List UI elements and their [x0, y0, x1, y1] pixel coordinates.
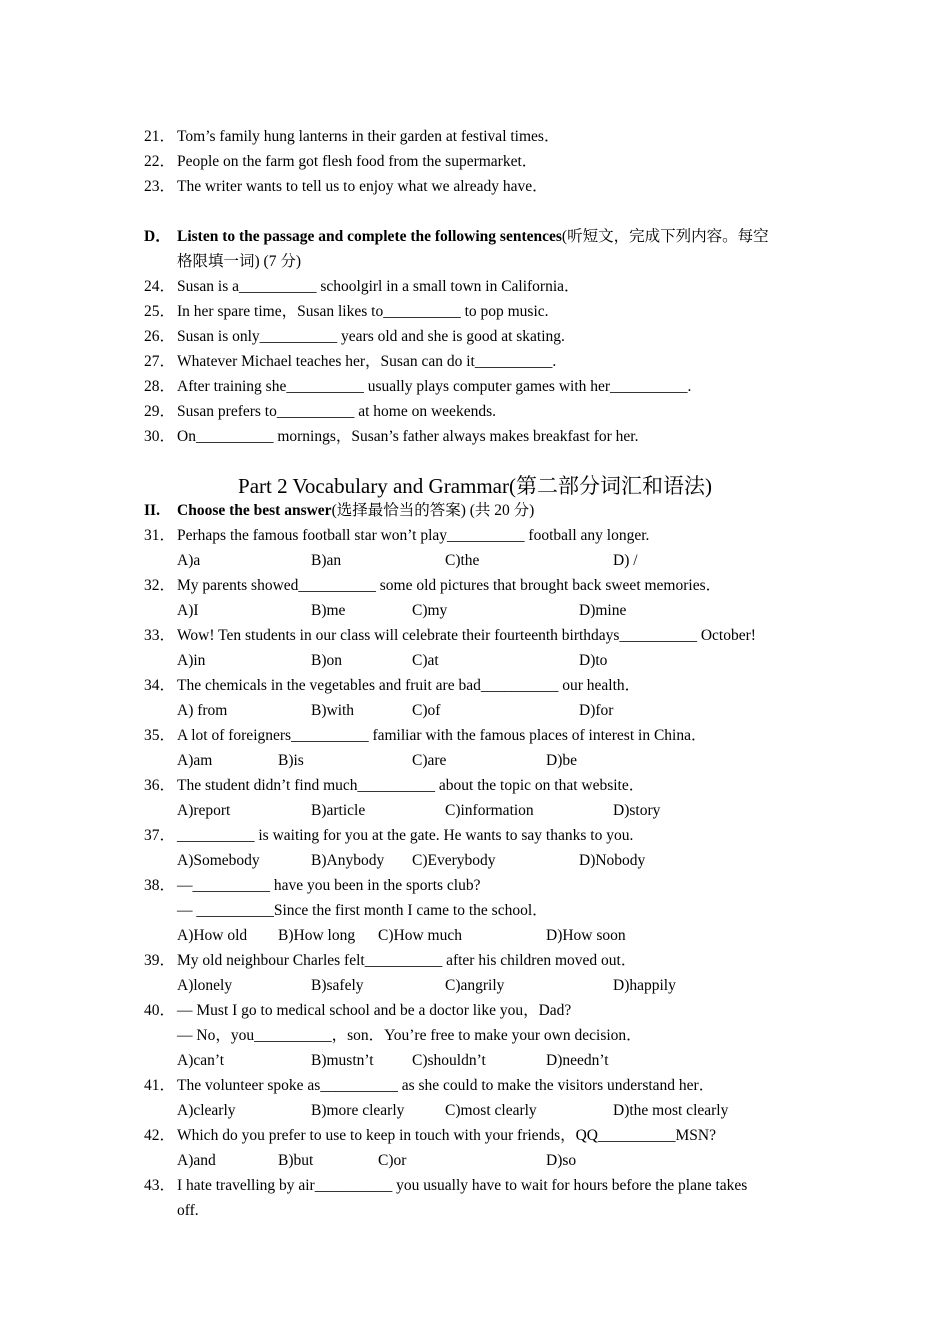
option-d[interactable]: D)so [546, 1152, 577, 1169]
option-a[interactable]: A)clearly [177, 1102, 236, 1119]
question-38: 38． —__________ have you been in the sports club? [144, 877, 481, 894]
question-24: 24． Susan is a__________ schoolgirl in a small town in California． [144, 278, 580, 295]
question-43-line2: off. [177, 1202, 199, 1219]
option-b[interactable]: B)me [311, 602, 346, 619]
question-43: 43． I hate travelling by air__________ you usually have to wait for hours before the plane takes [144, 1177, 748, 1194]
question-38-line2: — __________Since the first month I came to the school． [177, 902, 548, 919]
option-c[interactable]: C)most clearly [445, 1102, 537, 1119]
option-b[interactable]: B)article [311, 802, 366, 819]
option-d[interactable]: D)to [579, 652, 608, 669]
question-34: 34． The chemicals in the vegetables and fruit are bad__________ our health． [144, 677, 641, 694]
question-31: 31． Perhaps the famous football star won’t play__________ football any longer. [144, 527, 650, 544]
option-d[interactable]: D)How soon [546, 927, 626, 944]
question-39: 39． My old neighbour Charles felt__________ after his children moved out． [144, 952, 637, 969]
question-35: 35． A lot of foreigners__________ familiar with the famous places of interest in China． [144, 727, 707, 744]
question-28: 28． After training she__________ usually plays computer games with her__________. [144, 378, 692, 395]
option-c[interactable]: C)shouldn’t [412, 1052, 486, 1069]
question-30: 30． On__________ mornings，Susan’s father always makes breakfast for her. [144, 428, 639, 445]
option-a[interactable]: A)I [177, 602, 199, 619]
question-42: 42． Which do you prefer to use to keep in touch with your friends，QQ__________MSN? [144, 1127, 716, 1144]
option-c[interactable]: C)are [412, 752, 447, 769]
option-c[interactable]: C)at [412, 652, 439, 669]
option-b[interactable]: B)mustn’t [311, 1052, 374, 1069]
option-b[interactable]: B)with [311, 702, 355, 719]
option-a[interactable]: A)Somebody [177, 852, 260, 869]
option-a[interactable]: A)a [177, 552, 201, 569]
question-26: 26． Susan is only__________ years old and she is good at skating. [144, 328, 565, 345]
option-a[interactable]: A)can’t [177, 1052, 225, 1069]
option-c[interactable]: C)or [378, 1152, 407, 1169]
section-d-heading: D． Listen to the passage and complete the following sentences(听短文，完成下列内容。每空 [144, 228, 769, 245]
options-32 [177, 601, 817, 621]
option-b[interactable]: B)Anybody [311, 852, 385, 869]
option-c[interactable]: C)information [445, 802, 534, 819]
option-a[interactable]: A)lonely [177, 977, 233, 994]
question-text: People on the farm got flesh food from the supermarket． [177, 153, 538, 170]
question-22: 22． People on the farm got flesh food from the supermarket． [144, 153, 538, 170]
question-33: 33． Wow! Ten students in our class will celebrate their fourteenth birthdays__________ October! [144, 627, 756, 644]
option-a[interactable]: A)and [177, 1152, 216, 1169]
question-41: 41． The volunteer spoke as__________ as she could to make the visitors understand her． [144, 1077, 715, 1094]
options-37 [177, 851, 817, 871]
option-b[interactable]: B)but [278, 1152, 314, 1169]
option-d[interactable]: D)for [579, 702, 614, 719]
option-c[interactable]: C)How much [378, 927, 462, 944]
question-text: Tom’s family hung lanterns in their garden at festival times． [177, 128, 560, 145]
question-23: 23． The writer wants to tell us to enjoy what we already have． [144, 178, 548, 195]
section-ii-heading: II. Choose the best answer(选择最恰当的答案) (共 20 分) [144, 502, 535, 519]
option-c[interactable]: C)my [412, 602, 448, 619]
option-a[interactable]: A)report [177, 802, 231, 819]
options-33 [177, 651, 817, 671]
question-40: 40． — Must I go to medical school and be a doctor like you，Dad? [144, 1002, 572, 1019]
options-42 [177, 1151, 817, 1171]
options-39 [177, 976, 817, 996]
options-41 [177, 1101, 817, 1121]
option-b[interactable]: B)more clearly [311, 1102, 405, 1119]
question-37: 37． __________ is waiting for you at the gate. He wants to say thanks to you. [144, 827, 634, 844]
option-d[interactable]: D) / [613, 552, 638, 569]
option-d[interactable]: D)be [546, 752, 577, 769]
option-d[interactable]: D)happily [613, 977, 676, 994]
question-27: 27． Whatever Michael teaches her，Susan can do it__________. [144, 353, 557, 370]
option-a[interactable]: A)in [177, 652, 206, 669]
options-34 [177, 701, 817, 721]
question-36: 36． The student didn’t find much__________ about the topic on that website． [144, 777, 645, 794]
options-31 [177, 551, 817, 571]
option-a[interactable]: A)am [177, 752, 213, 769]
options-36 [177, 801, 817, 821]
part2-title: Part 2 Vocabulary and Grammar(第二部分词汇和语法) [238, 474, 712, 498]
options-40 [177, 1051, 817, 1071]
option-d[interactable]: D)story [613, 802, 661, 819]
option-b[interactable]: B)on [311, 652, 342, 669]
option-b[interactable]: B)an [311, 552, 342, 569]
option-c[interactable]: C)angrily [445, 977, 505, 994]
option-c[interactable]: C)of [412, 702, 441, 719]
options-38 [177, 926, 817, 946]
question-21: 21． Tom’s family hung lanterns in their garden at festival times． [144, 128, 560, 145]
option-b[interactable]: B)How long [278, 927, 356, 944]
option-d[interactable]: D)mine [579, 602, 627, 619]
question-32: 32． My parents showed__________ some old pictures that brought back sweet memories． [144, 577, 722, 594]
option-a[interactable]: A) from [177, 702, 228, 719]
option-d[interactable]: D)needn’t [546, 1052, 609, 1069]
question-40-line2: — No，you__________，son．You’re free to make your own decision． [177, 1027, 642, 1044]
option-c[interactable]: C)the [445, 552, 480, 569]
option-b[interactable]: B)is [278, 752, 304, 769]
option-d[interactable]: D)Nobody [579, 852, 646, 869]
option-a[interactable]: A)How old [177, 927, 248, 944]
question-text: The writer wants to tell us to enjoy what we already have． [177, 178, 548, 195]
option-d[interactable]: D)the most clearly [613, 1102, 729, 1119]
options-35 [177, 751, 817, 771]
question-25: 25． In her spare time，Susan likes to__________ to pop music. [144, 303, 549, 320]
option-c[interactable]: C)Everybody [412, 852, 496, 869]
section-d-heading-line2: 格限填一词) (7 分) [177, 253, 301, 270]
option-b[interactable]: B)safely [311, 977, 364, 994]
question-29: 29． Susan prefers to__________ at home on weekends. [144, 403, 496, 420]
